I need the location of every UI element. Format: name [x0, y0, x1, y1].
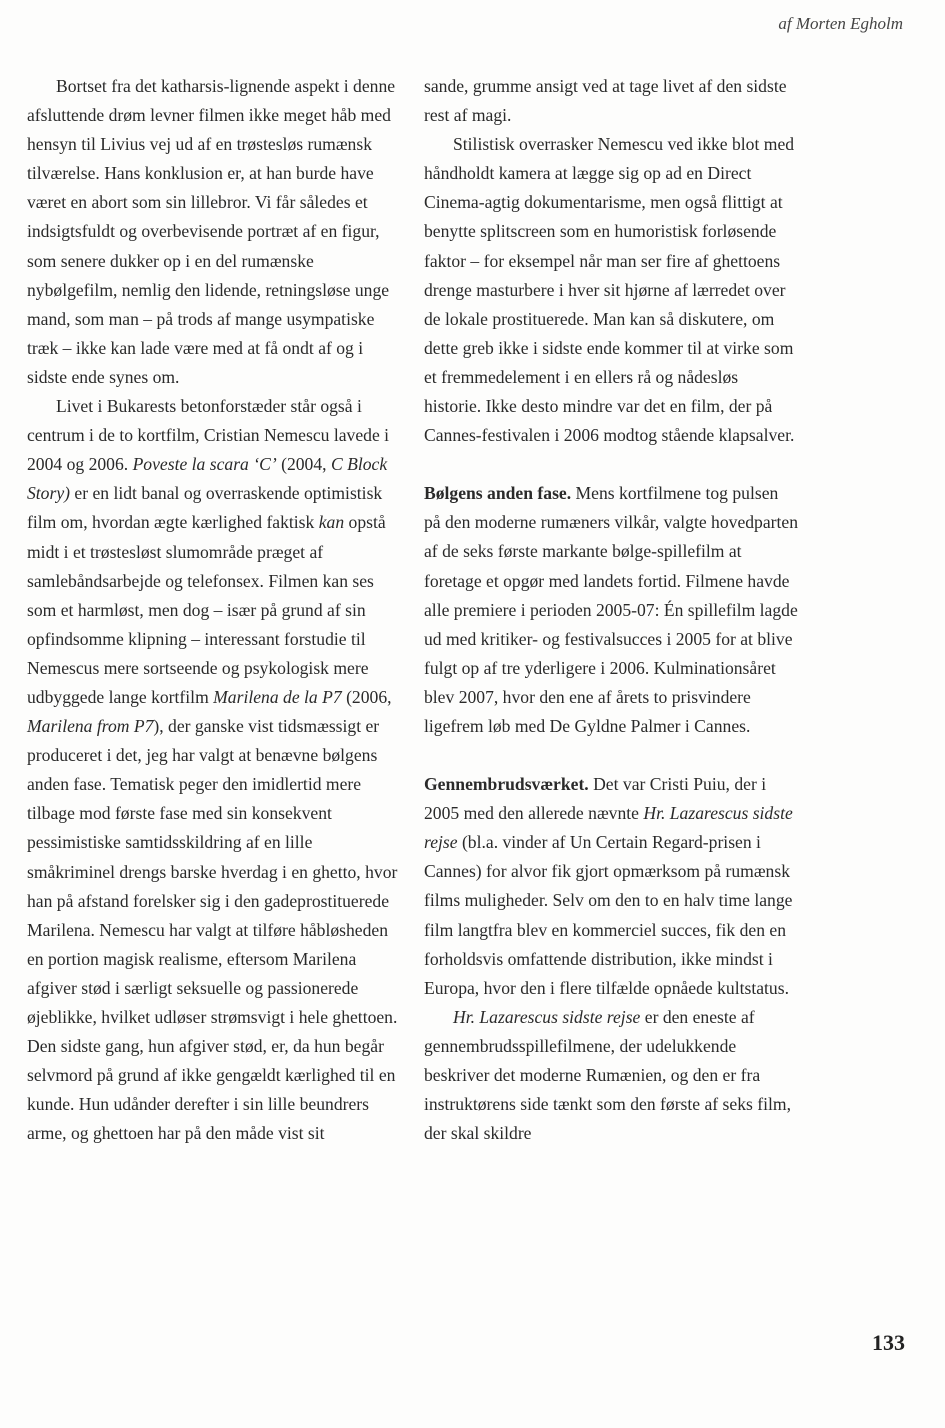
text-run: Stilistisk overrasker Nemescu ved ikke blot med håndholdt kamera at lægge sig op ad en Direct Cinema-agtig dokumentarisme, men også flittigt at benytte splitscreen som en humoristisk forløsende faktor – for eksempel når man ser fire af ghettoens drenge masturbere i hver sit hjørne af lærredet over de lokale prostituerede. Man kan så diskutere, om dette greb ikke i sidste ende kommer til at virke som et fremmedelement i en ellers rå og nådesløs historie. Ikke desto mindre var det en film, der på Cannes-festivalen i 2006 modtog stående klapsalver.: [424, 134, 795, 446]
left-column: [27, 72, 399, 1148]
text-run: opstå midt i et trøstesløst slumområde præget af samlebåndsarbejde og telefonsex. Filmen kan ses som et harmløst, men dog – især på grund af sin opfindsomme klipning – interessant forstudie til Nemescus mere sortseende og psykologisk mere udbyggede lange kortfilm: [27, 512, 386, 707]
section-heading: Bølgens anden fase.: [424, 483, 572, 504]
page-number: 133: [872, 1330, 905, 1355]
paragraph: [27, 72, 399, 392]
text-run: (bl.a. vinder af Un Certain Regard-prisen i Cannes) for alvor fik gjort opmærksom på rumænsk films muligheder. Selv om den to en halv time lange film langtfra blev en kommerciel succes, fik den en forholdsvis omfattende distribution, ikke mindst i Europa, hvor den i flere tilfælde opnåede kultstatus.: [424, 832, 793, 998]
section-heading: Gennembrudsværket.: [424, 774, 589, 795]
section-break: [424, 741, 798, 770]
italic-title-run: Poveste la scara ‘C’: [132, 454, 277, 475]
text-run: er en lidt banal og overraskende optimistisk film om, hvordan ægte kærlighed faktisk: [27, 483, 383, 533]
italic-title-run: Marilena de la P7: [213, 686, 342, 707]
text-run: (2004,: [276, 454, 331, 475]
text-run: (2006,: [341, 686, 392, 707]
italic-title-run: Hr. Lazarescus sidste rejse: [424, 803, 793, 853]
italic-title-run: Marilena from P7: [27, 716, 154, 737]
running-header-author: af Morten Egholm: [778, 14, 903, 33]
text-run: sande, grumme ansigt ved at tage livet af den sidste rest af magi.: [424, 76, 787, 126]
paragraph: [424, 479, 798, 741]
right-column: [424, 72, 798, 1148]
italic-title-run: C Block Story): [27, 454, 388, 504]
italic-title-run: kan: [318, 512, 345, 533]
paragraph: [424, 130, 798, 450]
text-run: er den eneste af gennembrudsspillefilmene, der udelukkende beskriver det moderne Rumænien, og den er fra instruktørens side tænkt som den første af seks film, der skal skildre: [424, 1006, 791, 1144]
text-run: Mens kortfilmene tog pulsen på den moderne rumæners vilkår, valgte hovedparten af de seks første markante bølge-spillefilm at foretage et opgør med landets fortid. Filmene havde alle premiere i perioden 2005-07: Én spillefilm lagde ud med kritiker- og festivalsucces i 2005 for at blive fulgt op af tre yderligere i 2006. Kulminationsåret blev 2007, hvor den ene af årets to prisvindere ligefrem løb med De Gyldne Palmer i Cannes.: [424, 483, 799, 736]
italic-title-run: Hr. Lazarescus sidste rejse: [453, 1006, 641, 1027]
text-run: Livet i Bukarests betonforstæder står også i centrum i de to kortfilm, Cristian Nemescu lavede i 2004 og 2006.: [27, 396, 390, 475]
text-run: Det var Cristi Puiu, der i 2005 med den allerede nævnte: [424, 774, 767, 824]
paragraph: [424, 770, 798, 1003]
text-run: Bortset fra det katharsis-lignende aspekt i denne afsluttende drøm levner filmen ikke meget håb med hensyn til Livius vej ud af en trøstesløs rumænsk tilværelse. Hans konklusion er, at han burde have været en abort som sin lillebror. Vi får således et indsigtsfuldt og overbevisende portræt af en figur, som senere dukker op i en del rumænske nybølgefilm, nemlig den lidende, retningsløse unge mand, som man – på trods af mange usympatiske træk – ikke kan lade være med at få ondt af og i sidste ende synes om.: [27, 76, 396, 387]
paragraph: [424, 72, 798, 130]
paragraph: [27, 392, 399, 1148]
paragraph: [424, 1003, 798, 1148]
section-break: [424, 450, 798, 479]
text-run: ), der ganske vist tidsmæssigt er produceret i det, jeg har valgt at benævne bølgens anden fase. Tematisk peger den imidlertid mere tilbage mod første fase med sin konsekvent pessimistiske samtidsskildring af en lille småkriminel drengs barske hverdag i en ghetto, hvor han på afstand forelsker sig i den gadeprostituerede Marilena. Nemescu har valgt at tilføre håbløsheden en portion magisk realisme, eftersom Marilena afgiver stød i særligt seksuelle og passionerede øjeblikke, hvilket udløser strømsvigt i hele ghettoen. Den sidste gang, hun afgiver stød, er, da hun begår selvmord på grund af ikke gengældt kærlighed til en kunde. Hun udånder derefter i sin lille beundrers arme, og ghettoen har på den måde vist sit: [27, 716, 398, 1144]
